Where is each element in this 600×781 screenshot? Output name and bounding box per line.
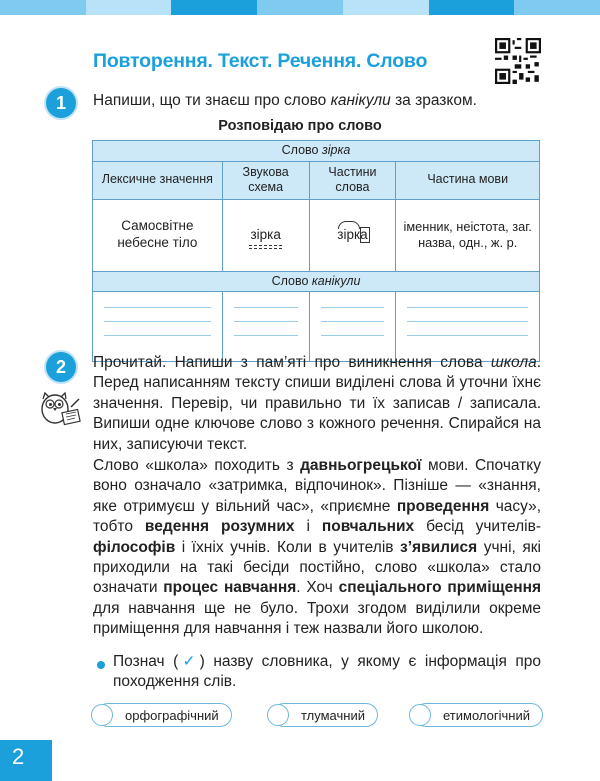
table-row bbox=[93, 141, 540, 162]
stripe-segment bbox=[429, 0, 515, 15]
table-row bbox=[93, 271, 540, 292]
example-sound-scheme bbox=[222, 199, 309, 271]
title-row bbox=[0, 38, 600, 88]
highlighted-word: філософів bbox=[93, 538, 176, 556]
task2-bullet-instruction bbox=[113, 652, 541, 693]
highlighted-word: спеціального приміщення bbox=[338, 579, 541, 597]
text-segment: і bbox=[294, 518, 322, 536]
table-row bbox=[93, 199, 540, 271]
page-number: 2 bbox=[12, 744, 25, 769]
option-label: етимологічний bbox=[443, 707, 530, 723]
page-number-tab bbox=[0, 740, 52, 781]
stripe-segment bbox=[514, 0, 600, 15]
column-header: Лексичне значення bbox=[93, 161, 223, 199]
stripe-segment bbox=[171, 0, 257, 15]
word-row-prefix: Слово bbox=[271, 273, 312, 288]
table-row bbox=[93, 161, 540, 199]
word-row-word: зірка bbox=[321, 143, 351, 157]
text-segment: часу», тобто bbox=[93, 497, 541, 536]
task2-instruction bbox=[93, 353, 541, 455]
task1-instruction bbox=[93, 92, 477, 110]
word-row-prefix: Слово bbox=[281, 143, 322, 157]
task-number-badge: 2 bbox=[46, 352, 76, 382]
table-subtitle: Розповідаю про слово bbox=[218, 118, 382, 134]
option-checkbox[interactable] bbox=[409, 704, 431, 726]
option-checkbox[interactable] bbox=[91, 704, 113, 726]
answer-cell[interactable] bbox=[222, 292, 309, 362]
task1-target-word: канікули bbox=[330, 92, 391, 109]
highlighted-word: давньогрецької bbox=[300, 457, 422, 474]
word-row-header bbox=[93, 141, 540, 162]
highlighted-word: проведення bbox=[396, 497, 490, 515]
task2-intro-word: школа bbox=[490, 354, 537, 371]
qr-code-icon[interactable] bbox=[495, 38, 541, 84]
text-segment: Слово «школа» походить з bbox=[93, 457, 301, 474]
stripe-segment bbox=[0, 0, 86, 15]
column-header: Звукова схема bbox=[222, 161, 309, 199]
sound-double-underline bbox=[249, 248, 281, 249]
text-segment: для навчання ще не було. Трохи згодом виділили окреме приміщення для навчання і теж назвали його школою. bbox=[93, 599, 541, 638]
highlighted-word: ведення розумних bbox=[144, 518, 295, 536]
bullet-text-before: Познач ( bbox=[113, 653, 179, 670]
writing-owl-icon bbox=[35, 387, 83, 427]
task1-text-before: Напиши, що ти знаєш про слово bbox=[93, 92, 331, 109]
word-parts-text: зірка bbox=[337, 226, 368, 242]
word-row-header bbox=[93, 271, 540, 292]
option-orthographic-dictionary[interactable] bbox=[96, 703, 232, 727]
reading-text bbox=[93, 456, 541, 640]
option-etymological-dictionary[interactable] bbox=[414, 703, 543, 727]
example-meaning: Самосвітне небесне тіло bbox=[93, 199, 223, 271]
example-word-parts bbox=[309, 199, 396, 271]
bullet-text-after: ) назву словника, у якому є інформація про походження слів. bbox=[113, 653, 541, 691]
sound-scheme-text: зірка bbox=[250, 226, 281, 242]
column-header: Частини слова bbox=[309, 161, 396, 199]
text-segment: . Хоч bbox=[296, 579, 339, 597]
option-label: орфографічний bbox=[125, 707, 219, 723]
text-segment: учні, які приходили на такі бесіди постійно, слово «школа» стало означати bbox=[93, 538, 542, 597]
text-segment: бесід учителів- bbox=[414, 518, 542, 536]
top-color-stripe bbox=[0, 0, 600, 15]
ending-mark-box bbox=[360, 227, 370, 243]
text-segment: мови. Спочатку воно означало «затримка, відпочинок». Пізніше — «знання, яке отримуєш у вільний час», «приємне bbox=[93, 457, 541, 515]
example-part-of-speech: іменник, неістота, заг. назва, одн., ж. р. bbox=[396, 199, 540, 271]
word-parts-word bbox=[336, 227, 368, 244]
answer-cell[interactable] bbox=[309, 292, 396, 362]
check-mark-icon: ✓ bbox=[178, 653, 200, 670]
text-segment: і їхніх учнів. Коли в учителів bbox=[175, 538, 401, 556]
sound-underline bbox=[249, 245, 281, 246]
option-label: тлумачний bbox=[301, 707, 365, 723]
stripe-segment bbox=[86, 0, 172, 15]
column-header: Частина мови bbox=[396, 161, 540, 199]
stripe-segment bbox=[343, 0, 429, 15]
task-number-badge: 1 bbox=[46, 88, 76, 118]
answer-cell[interactable] bbox=[396, 292, 540, 362]
option-checkbox[interactable] bbox=[267, 704, 289, 726]
stripe-segment bbox=[257, 0, 343, 15]
highlighted-word: процес навчання bbox=[163, 579, 297, 597]
table-row bbox=[93, 292, 540, 362]
word-row-word: канікули bbox=[311, 273, 361, 288]
page-title: Повторення. Текст. Речення. Слово bbox=[93, 50, 428, 72]
answer-cell[interactable] bbox=[93, 292, 223, 362]
root-mark-arc bbox=[338, 221, 360, 229]
sound-scheme-word bbox=[248, 227, 282, 244]
word-analysis-table bbox=[92, 140, 540, 362]
bullet-dot bbox=[97, 661, 105, 669]
option-explanatory-dictionary[interactable] bbox=[272, 703, 378, 727]
task2-intro-before: Прочитай. Напиши з пам’яті про виникнення слова bbox=[93, 354, 491, 371]
highlighted-word: з’явилися bbox=[400, 538, 478, 556]
highlighted-word: повчальних bbox=[321, 518, 415, 536]
task1-text-after: за зразком. bbox=[390, 92, 477, 109]
task2-intro-after: . Перед написанням тексту спиши виділені слова й уточни їхнє значення. Перевір, чи правильно ти їх записав / записала. Випиши одне ключове слово з кожного речення. Спирайся на них, записуючи текст. bbox=[93, 354, 541, 453]
